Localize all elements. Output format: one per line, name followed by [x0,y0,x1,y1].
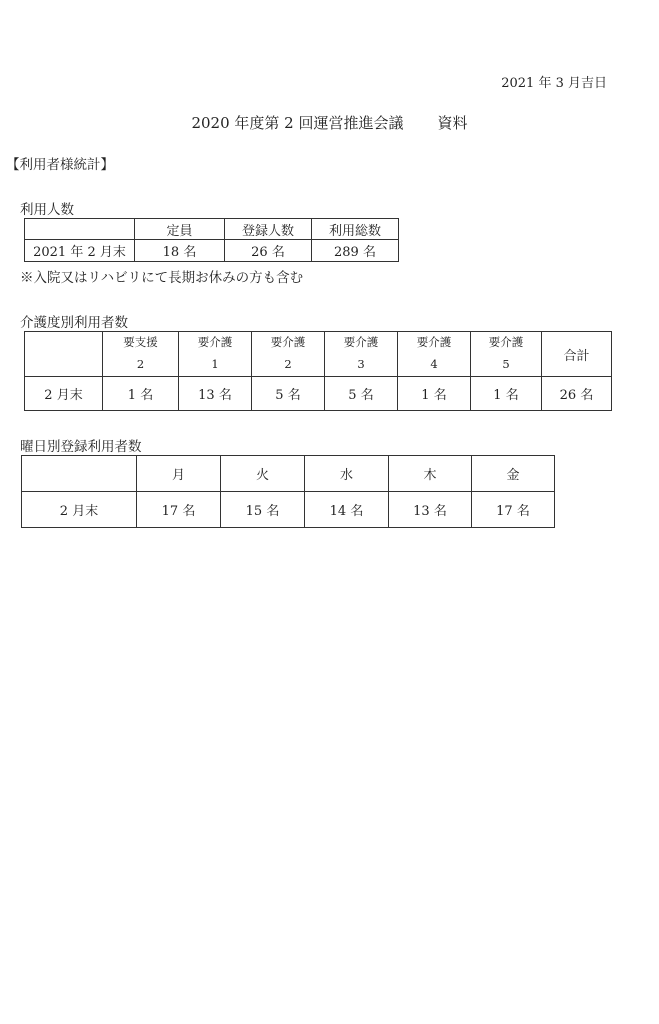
header-cell [25,219,135,240]
header-cell: 月 [137,456,221,492]
row-label: 2 月末 [25,377,103,411]
section-title: 【利用者様統計】 [6,157,114,173]
table-cell: 1 名 [103,377,179,411]
document-title [0,112,659,133]
header-line2: 2 [136,357,145,371]
table-cell: 15 名 [221,492,305,528]
table-header-row [25,219,399,240]
header-cell [398,332,471,377]
header-cell [103,332,179,377]
row-label: 2021 年 2 月末 [25,240,135,262]
header-cell: 水 [305,456,389,492]
header-line2: 1 [211,357,219,371]
header-line1: 要支援 [123,335,158,350]
table-header-row [25,332,612,377]
header-cell [325,332,398,377]
header-cell [252,332,325,377]
header-line2: 5 [502,357,510,371]
weekday-table [21,455,555,528]
header-line2: 2 [284,357,292,371]
header-line2: 3 [357,357,365,371]
title-sub: 資料 [437,114,468,132]
usage-note: ※入院又はリハビリにて長期お休みの方も含む [20,270,304,286]
document-date: 2021 年 3 月吉日 [501,76,607,91]
table-cell: 5 名 [252,377,325,411]
table-cell: 26 名 [542,377,612,411]
table-cell: 17 名 [137,492,221,528]
care-level-table [24,331,612,411]
header-cell [542,332,612,377]
header-cell [471,332,542,377]
table-row [22,492,555,528]
table-cell: 26 名 [225,240,312,262]
table-row [25,377,612,411]
table-cell: 1 名 [471,377,542,411]
usage-count-title: 利用人数 [20,202,74,218]
header-line1: 要介護 [488,335,524,350]
table-cell: 17 名 [472,492,555,528]
header-line1: 合計 [563,348,590,364]
row-label: 2 月末 [22,492,137,528]
header-cell: 木 [389,456,472,492]
header-line1: 要介護 [270,335,306,350]
header-cell [22,456,137,492]
header-line1: 要介護 [343,335,379,350]
table-cell: 14 名 [305,492,389,528]
header-cell: 火 [221,456,305,492]
header-line1: 要介護 [416,335,452,350]
header-cell [25,332,103,377]
care-level-title: 介護度別利用者数 [20,315,128,331]
table-cell: 13 名 [389,492,472,528]
header-cell: 金 [472,456,555,492]
table-header-row [22,456,555,492]
header-line2: 4 [430,357,438,371]
header-line1: 要介護 [197,335,233,350]
table-row [25,240,399,262]
usage-count-table [24,218,399,262]
table-cell: 13 名 [179,377,252,411]
table-cell: 18 名 [135,240,225,262]
title-main: 2020 年度第 2 回運営推進会議 [191,114,404,132]
table-cell: 5 名 [325,377,398,411]
header-cell: 利用総数 [312,219,399,240]
header-cell: 登録人数 [225,219,312,240]
table-cell: 289 名 [312,240,399,262]
weekday-title: 曜日別登録利用者数 [20,439,142,455]
header-cell [179,332,252,377]
table-cell: 1 名 [398,377,471,411]
header-cell: 定員 [135,219,225,240]
